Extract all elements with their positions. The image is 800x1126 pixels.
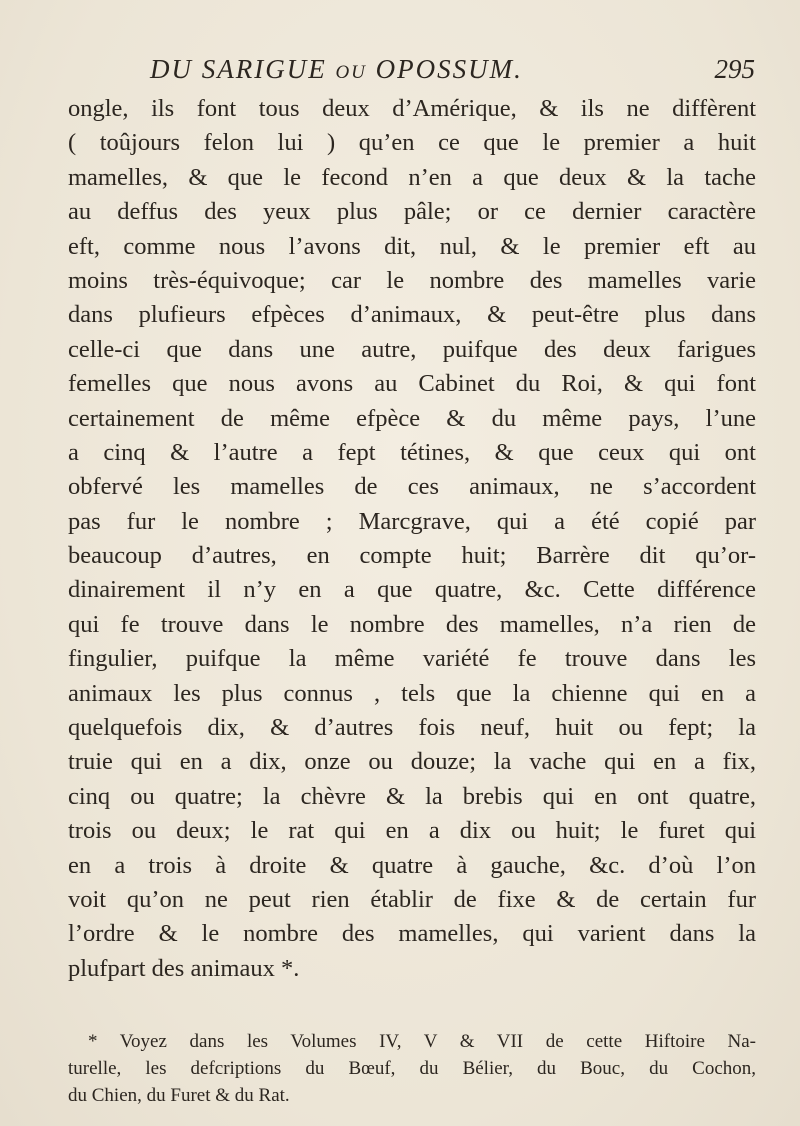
- footnote-line: * Voyez dans les Volumes IV, V & VII de cette Hiftoire Na-: [88, 1031, 756, 1052]
- footnote-line: turelle, les defcriptions du Bœuf, du Bélier, du Bouc, du Cochon,: [68, 1058, 756, 1079]
- text-line: animaux les plus connus , tels que la chienne qui en a: [68, 679, 756, 707]
- text-line: qui fe trouve dans le nombre des mamelles, n’a rien de: [68, 610, 756, 638]
- text-line: dans plufieurs efpèces d’animaux, & peut-être plus dans: [68, 301, 756, 329]
- text-line: voit qu’on ne peut rien établir de fixe & de certain fur: [68, 885, 756, 913]
- footnote-line: du Chien, du Furet & du Rat.: [68, 1085, 290, 1106]
- text-line: trois ou deux; le rat qui en a dix ou huit; le furet qui: [68, 817, 756, 845]
- footnote: [68, 1028, 756, 1109]
- page-number: 295: [714, 54, 755, 84]
- text-line: ( toûjours felon lui ) qu’en ce que le premier a huit: [68, 129, 756, 157]
- text-line: ongle, ils font tous deux d’Amérique, & ils ne diffèrent: [68, 95, 756, 122]
- text-line: plufpart des animaux *.: [68, 954, 300, 982]
- running-header: [150, 50, 755, 86]
- text-line: celle-ci que dans une autre, puifque des deux farigues: [68, 335, 756, 363]
- text-line: a cinq & l’autre a fept tétines, & que ceux qui ont: [68, 438, 756, 466]
- text-line: dinairement il n’y en a que quatre, &c. Cette différence: [68, 576, 756, 604]
- text-line: eft, comme nous l’avons dit, nul, & le premier eft au: [68, 232, 756, 260]
- text-line: cinq ou quatre; la chèvre & la brebis qui en ont quatre,: [68, 782, 756, 810]
- text-line: femelles que nous avons au Cabinet du Roi, & qui font: [68, 370, 756, 398]
- text-line: quelquefois dix, & d’autres fois neuf, huit ou fept; la: [68, 714, 756, 742]
- text-line: en a trois à droite & quatre à gauche, &c. d’où l’on: [68, 851, 756, 879]
- text-line: certainement de même efpèce & du même pays, l’une: [68, 404, 756, 432]
- text-line: l’ordre & le nombre des mamelles, qui varient dans la: [68, 920, 756, 948]
- text-line: truie qui en a dix, onze ou douze; la vache qui en a fix,: [68, 748, 756, 776]
- text-line: moins très-équivoque; car le nombre des mamelles varie: [68, 266, 756, 294]
- text-line: obfervé les mamelles de ces animaux, ne s’accordent: [68, 473, 756, 501]
- running-title: DU SARIGUE ou OPOSSUM.: [150, 54, 523, 84]
- text-line: beaucoup d’autres, en compte huit; Barrère dit qu’or-: [68, 542, 756, 570]
- text-line: fingulier, puifque la même variété fe trouve dans les: [68, 645, 756, 673]
- text-line: mamelles, & que le fecond n’en a que deux & la tache: [68, 163, 756, 191]
- text-line: au deffus des yeux plus pâle; or ce dernier caractère: [68, 198, 756, 226]
- body-text: [68, 92, 756, 986]
- text-line: pas fur le nombre ; Marcgrave, qui a été copié par: [68, 507, 756, 535]
